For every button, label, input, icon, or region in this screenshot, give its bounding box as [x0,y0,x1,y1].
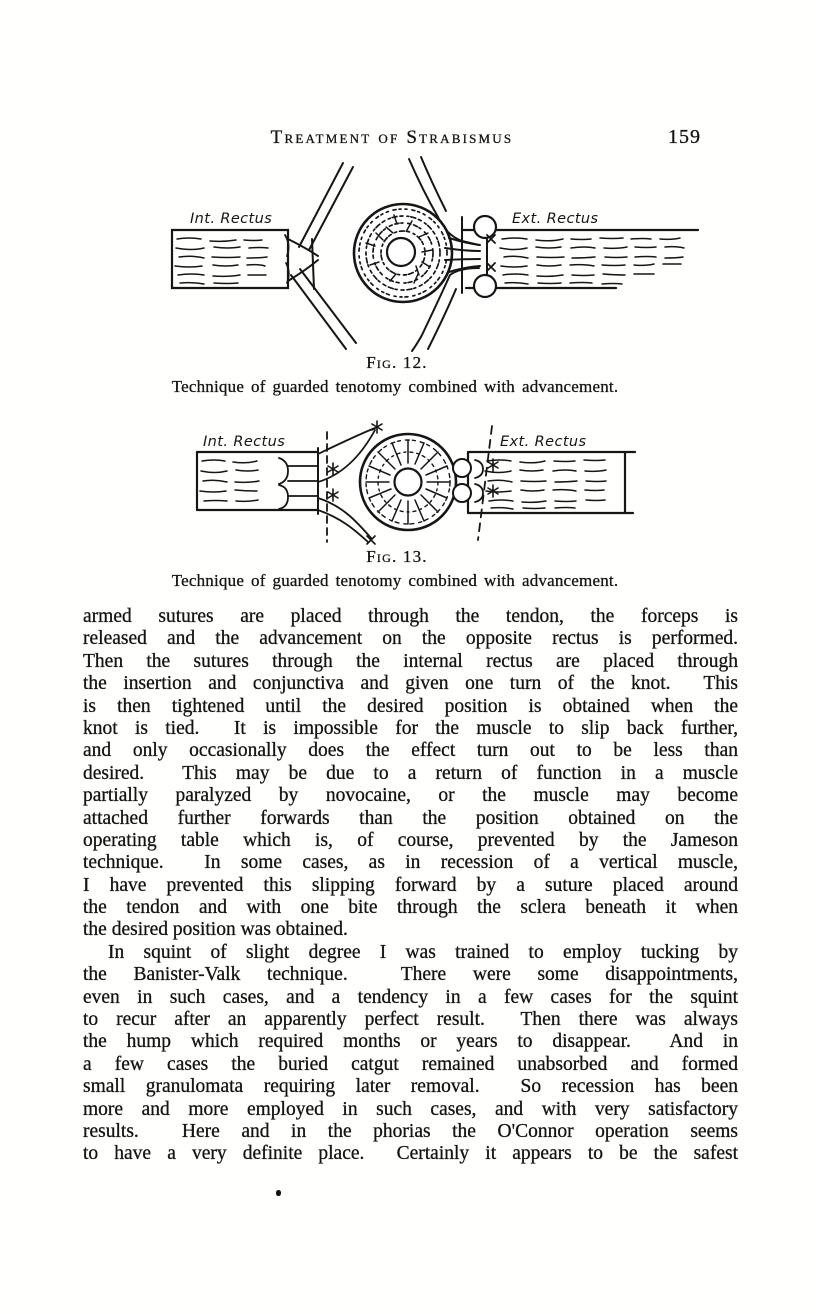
text-line: partially paralyzed by novocaine, or the muscle may become [83,785,738,807]
text-line: In squint of slight degree I was trained to employ tucking by [108,941,738,963]
text-line: released and the advancement on the opposite rectus is performed. [83,628,738,650]
figure-12-eyeball [354,204,452,302]
figure-12-caption-label: Fig. 12. [366,353,428,372]
figure-12-illustration [160,155,705,355]
suture-loop [453,484,471,502]
text-line: more and more employed in such cases, and with very satisfactory [83,1098,738,1120]
suture-loop [474,275,496,297]
text-line: the desired position was obtained. [83,919,348,941]
text-line: technique. In some cases, as in recession of a vertical muscle, [83,852,738,874]
figure-12-right-muscle [445,216,698,297]
text-line: armed sutures are placed through the tendon, the forceps is [83,606,738,627]
text-line: the tendon and with one bite through the sclera beneath it when [83,897,738,919]
text-line: attached further forwards than the position obtained on the [83,807,738,829]
text-line: a few cases the buried catgut remained unabsorbed and formed [83,1053,738,1075]
text-line: the Banister-Valk technique. There were some disappointments, [83,964,738,986]
text-line: even in such cases, and a tendency in a few cases for the squint [83,986,738,1008]
figure-12-left-muscle [172,230,318,289]
body-text [83,606,738,1166]
text-line: results. Here and in the phorias the O'Connor operation seems [83,1120,738,1142]
text-line: is then tightened until the desired position is obtained when the [83,695,738,717]
text-line: to have a very definite place. Certainly it appears to be the safest [83,1143,738,1165]
figure-13-caption-label: Fig. 13. [366,547,428,566]
figure-12-caption: Technique of guarded tenotomy combined with advancement. [171,377,619,396]
text-line: Then the sutures through the internal rectus are placed through [83,650,738,672]
ext-rectus-label: Ext. Rectus [500,434,587,450]
ext-rectus-label: Ext. Rectus [512,211,599,227]
int-rectus-label: Int. Rectus [190,211,273,227]
text-line: operating table which is, of course, prevented by the Jameson [83,829,738,851]
running-head-title: Treatment of Strabismus [270,127,514,148]
int-rectus-label: Int. Rectus [203,434,286,450]
text-line: to recur after an apparently perfect result. Then there was always [83,1009,738,1031]
suture-loop [474,216,496,238]
figure-13-caption: Technique of guarded tenotomy combined with advancement. [171,571,619,590]
page-number: 159 [668,126,701,148]
text-line: knot is tied. It is impossible for the muscle to slip back further, [83,717,738,739]
text-line: small granulomata requiring later removal. So recession has been [83,1076,738,1098]
text-line: the insertion and conjunctiva and given one turn of the knot. This [83,673,738,695]
suture-loop [453,459,471,477]
figure-13-illustration [185,418,640,553]
figure-13-eyeball [360,434,456,530]
text-line: the hump which required months or years to disappear. And in [83,1031,738,1053]
paragraph [83,942,738,1166]
text-line: and only occasionally does the effect turn out to be less than [83,740,738,762]
paragraph [83,606,738,942]
ink-dot-artifact [276,1190,281,1196]
text-line: I have prevented this slipping forward by a suture placed around [83,874,738,896]
text-line: desired. This may be due to a return of function in a muscle [83,762,738,784]
